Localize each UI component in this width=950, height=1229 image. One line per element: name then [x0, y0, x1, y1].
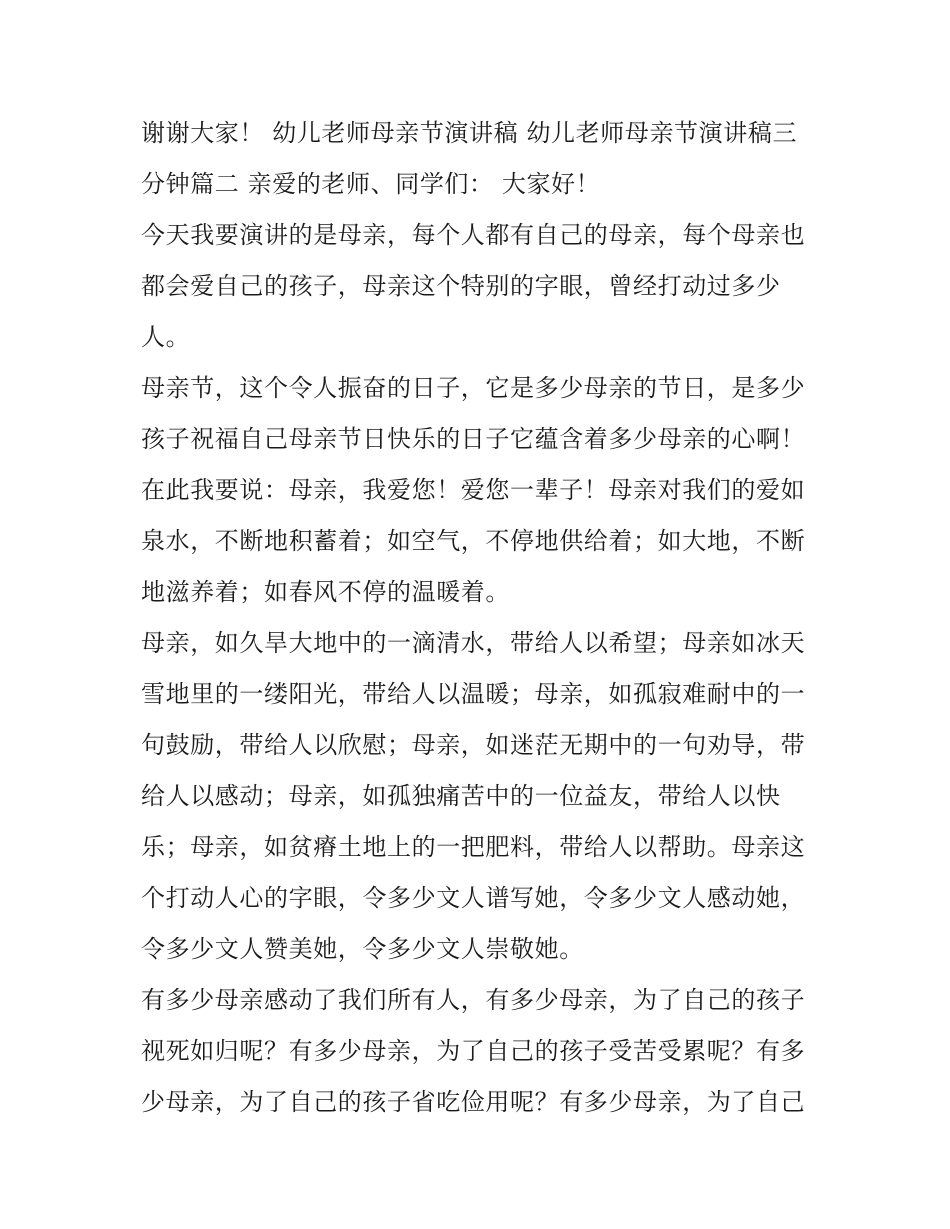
text-line: 母亲，如久旱大地中的一滴清水，带给人以希望；母亲如冰天: [141, 629, 806, 657]
text-line: 孩子祝福自己母亲节日快乐的日子它蕴含着多少母亲的心啊！: [141, 425, 806, 453]
text-line: 给人以感动；母亲，如孤独痛苦中的一位益友，带给人以快: [141, 782, 781, 810]
text-line: 个打动人心的字眼，令多少文人谱写她，令多少文人感动她，: [141, 884, 806, 912]
text-line: 少母亲，为了自己的孩子省吃俭用呢？有多少母亲，为了自己: [141, 1088, 806, 1116]
text-line: 谢谢大家！ 幼儿老师母亲节演讲稿 幼儿老师母亲节演讲稿三: [141, 119, 798, 147]
text-line: 在此我要说：母亲，我爱您！爱您一辈子！母亲对我们的爱如: [141, 476, 806, 504]
text-line: 有多少母亲感动了我们所有人，有多少母亲，为了自己的孩子: [141, 986, 806, 1014]
text-line: 句鼓励，带给人以欣慰；母亲，如迷茫无期中的一句劝导，带: [141, 731, 806, 759]
text-line: 泉水，不断地积蓄着；如空气，不停地供给着；如大地，不断: [141, 527, 806, 555]
text-line: 分钟篇二 亲爱的老师、同学们： 大家好！: [141, 170, 601, 198]
text-line: 令多少文人赞美她，令多少文人崇敬她。: [141, 935, 584, 963]
text-line: 乐；母亲，如贫瘠土地上的一把肥料，带给人以帮助。母亲这: [141, 833, 806, 861]
text-line: 地滋养着；如春风不停的温暖着。: [141, 578, 510, 606]
text-line: 雪地里的一缕阳光，带给人以温暖；母亲，如孤寂难耐中的一: [141, 680, 806, 708]
text-line: 人。: [141, 323, 191, 351]
text-line: 都会爱自己的孩子，母亲这个特别的字眼，曾经打动过多少: [141, 272, 781, 300]
text-line: 今天我要演讲的是母亲，每个人都有自己的母亲，每个母亲也: [141, 221, 806, 249]
document-body: [141, 108, 821, 1128]
text-line: 视死如归呢？有多少母亲，为了自己的孩子受苦受累呢？有多: [141, 1037, 806, 1065]
text-line: 母亲节，这个令人振奋的日子，它是多少母亲的节日，是多少: [141, 374, 806, 402]
